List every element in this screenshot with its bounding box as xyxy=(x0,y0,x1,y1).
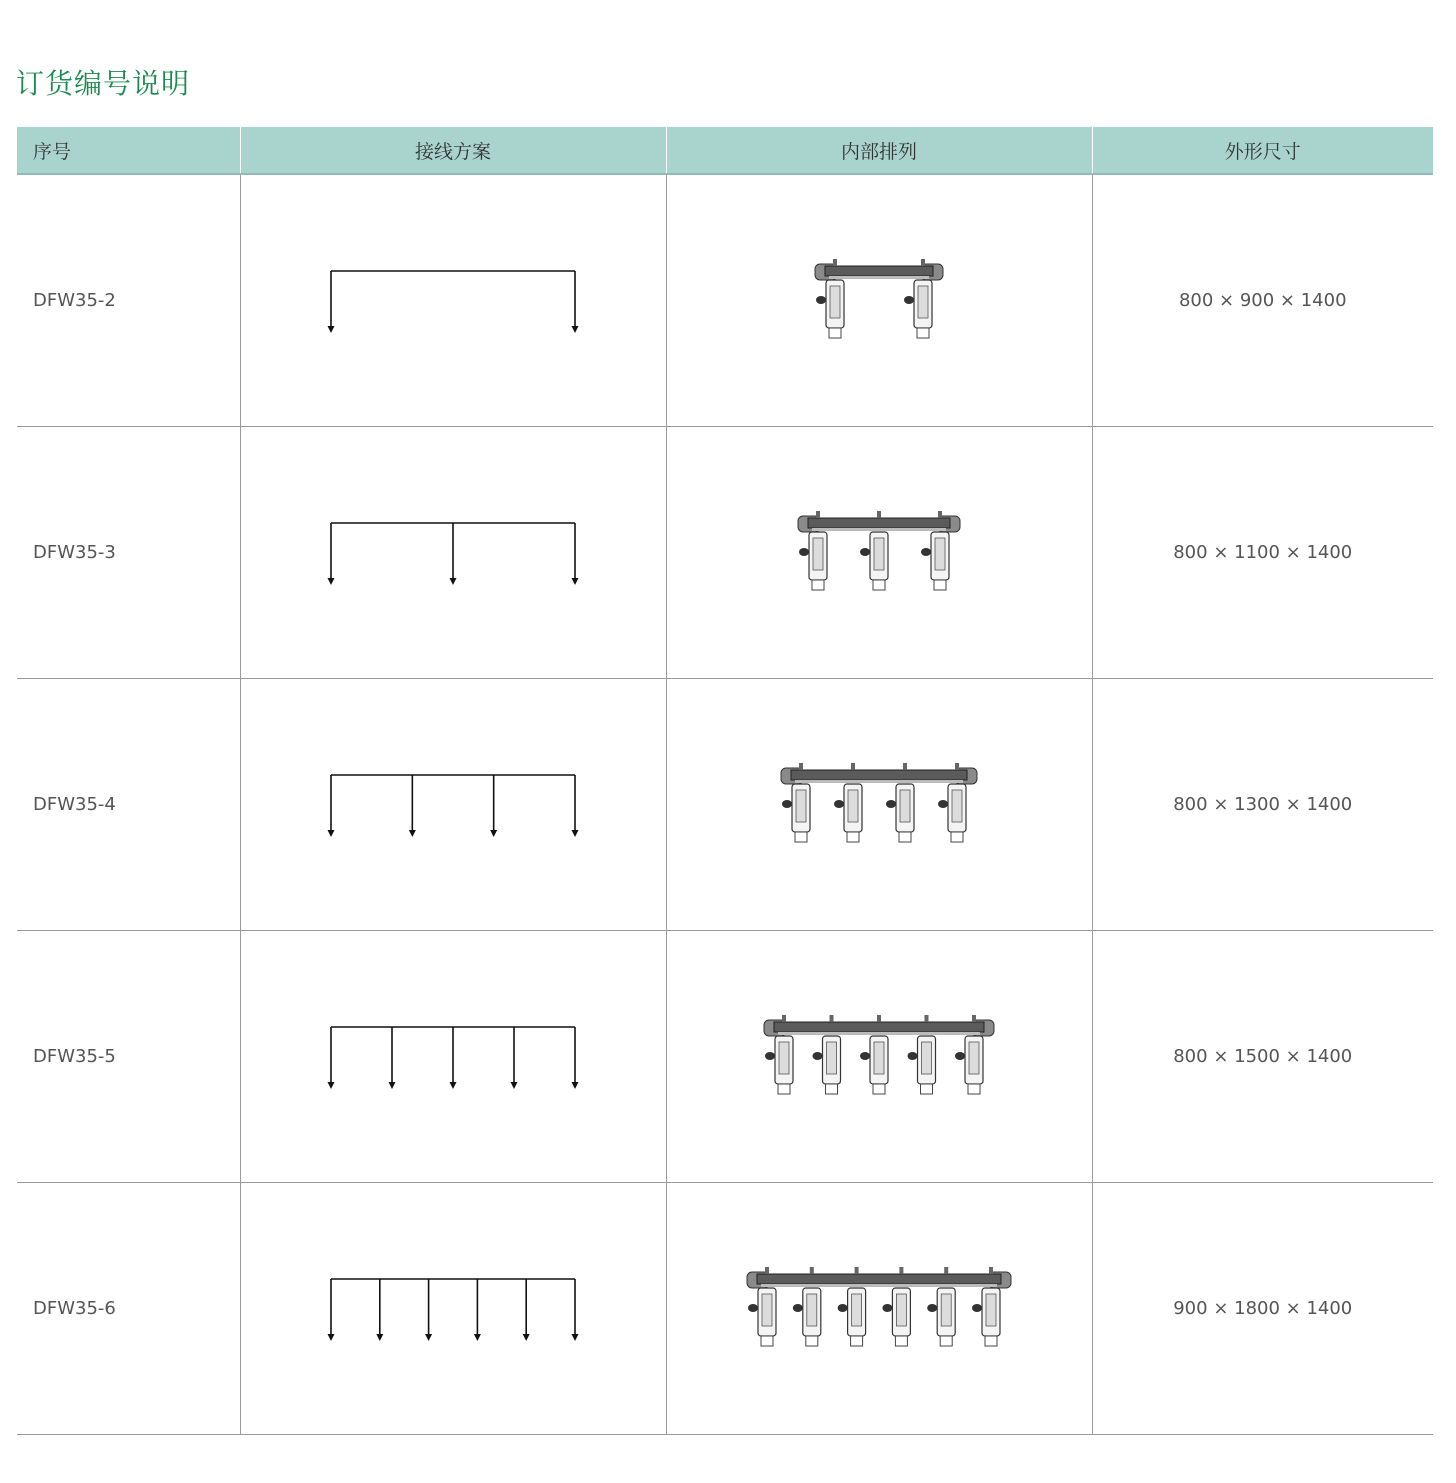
wiring-diagram xyxy=(323,261,583,341)
top-terminal xyxy=(765,1267,769,1274)
top-terminal xyxy=(989,1267,993,1274)
cable-terminal xyxy=(829,328,841,338)
switch-core xyxy=(830,286,840,318)
mounting-bracket xyxy=(793,1304,803,1312)
arrow-head xyxy=(572,326,579,333)
header-internal-layout: 内部排列 xyxy=(666,127,1092,174)
mounting-bracket xyxy=(904,296,914,304)
wiring-diagram xyxy=(323,765,583,845)
top-terminal xyxy=(921,259,925,266)
switchgear-assembly-icon xyxy=(666,1183,1092,1435)
mounting-bracket xyxy=(860,1052,870,1060)
arrow-head xyxy=(511,1082,518,1089)
mounting-bracket xyxy=(765,1052,775,1060)
header-serial: 序号 xyxy=(17,127,240,174)
mounting-bracket xyxy=(816,296,826,304)
cable-terminal xyxy=(873,580,885,590)
switch-core xyxy=(918,286,928,318)
bus-rail xyxy=(778,1032,980,1035)
mounting-bracket xyxy=(860,548,870,556)
row-id: DFW35-2 xyxy=(17,174,240,427)
top-terminal xyxy=(955,763,959,770)
top-terminal xyxy=(810,1267,814,1274)
mounting-bracket xyxy=(882,1304,892,1312)
wiring-diagram xyxy=(323,1269,583,1349)
page-title: 订货编号说明 xyxy=(16,67,191,100)
header-wiring-scheme: 接线方案 xyxy=(240,127,666,174)
arrow-head xyxy=(474,1334,481,1341)
row-id: DFW35-3 xyxy=(17,427,240,679)
arrow-head xyxy=(328,1082,335,1089)
row-size: 800 × 1500 × 1400 xyxy=(1092,931,1433,1183)
switch-core xyxy=(807,1294,817,1326)
row-id: DFW35-5 xyxy=(17,931,240,1183)
mounting-bracket xyxy=(886,800,896,808)
mounting-bracket xyxy=(921,548,931,556)
row-id: DFW35-6 xyxy=(17,1183,240,1435)
switch-core xyxy=(796,790,806,822)
mounting-bracket xyxy=(834,800,844,808)
table-row xyxy=(17,931,1433,1183)
mounting-bracket xyxy=(955,1052,965,1060)
header-dimensions: 外形尺寸 xyxy=(1092,127,1433,174)
cable-terminal xyxy=(806,1336,818,1346)
cable-terminal xyxy=(951,832,963,842)
mounting-bracket xyxy=(813,1052,823,1060)
top-terminal xyxy=(938,511,942,518)
switch-core xyxy=(986,1294,996,1326)
switch-core xyxy=(900,790,910,822)
top-terminal xyxy=(972,1015,976,1022)
cable-terminal xyxy=(851,1336,863,1346)
switch-core xyxy=(852,1294,862,1326)
arrow-head xyxy=(572,1082,579,1089)
switchgear-assembly-icon xyxy=(666,679,1092,931)
cable-terminal xyxy=(826,1084,838,1094)
wiring-diagram xyxy=(323,1017,583,1097)
order-number-table xyxy=(17,127,1433,1435)
top-terminal xyxy=(899,1267,903,1274)
bus-rail xyxy=(795,780,963,783)
top-terminal xyxy=(944,1267,948,1274)
switch-core xyxy=(779,1042,789,1074)
top-terminal xyxy=(855,1267,859,1274)
cable-terminal xyxy=(899,832,911,842)
cable-terminal xyxy=(795,832,807,842)
mounting-bracket xyxy=(838,1304,848,1312)
top-terminal xyxy=(830,1015,834,1022)
switchgear-assembly xyxy=(734,1012,1024,1102)
cable-terminal xyxy=(968,1084,980,1094)
cable-terminal xyxy=(778,1084,790,1094)
row-size: 900 × 1800 × 1400 xyxy=(1092,1183,1433,1435)
row-id: DFW35-4 xyxy=(17,679,240,931)
cable-terminal xyxy=(761,1336,773,1346)
bus-bar xyxy=(791,770,967,780)
arrow-head xyxy=(450,1082,457,1089)
switch-core xyxy=(952,790,962,822)
arrow-head xyxy=(328,326,335,333)
mounting-bracket xyxy=(782,800,792,808)
arrow-head xyxy=(523,1334,530,1341)
switchgear-assembly-icon xyxy=(666,931,1092,1183)
top-terminal xyxy=(782,1015,786,1022)
top-terminal xyxy=(877,511,881,518)
switch-core xyxy=(762,1294,772,1326)
row-size: 800 × 900 × 1400 xyxy=(1092,174,1433,427)
table-row xyxy=(17,174,1433,427)
switchgear-assembly xyxy=(734,508,1024,598)
bus-rail xyxy=(761,1284,997,1287)
table-row xyxy=(17,679,1433,931)
cable-terminal xyxy=(985,1336,997,1346)
mounting-bracket xyxy=(972,1304,982,1312)
switch-core xyxy=(896,1294,906,1326)
row-size: 800 × 1300 × 1400 xyxy=(1092,679,1433,931)
switchgear-assembly-icon xyxy=(666,427,1092,679)
wiring-diagram-icon xyxy=(240,1183,666,1435)
cable-terminal xyxy=(917,328,929,338)
arrow-head xyxy=(572,1334,579,1341)
wiring-diagram-icon xyxy=(240,174,666,427)
switchgear-assembly xyxy=(734,760,1024,850)
top-terminal xyxy=(816,511,820,518)
bus-rail xyxy=(829,276,929,279)
switchgear-assembly xyxy=(734,256,1024,346)
top-terminal xyxy=(877,1015,881,1022)
table-row xyxy=(17,427,1433,679)
cable-terminal xyxy=(873,1084,885,1094)
arrow-head xyxy=(450,578,457,585)
top-terminal xyxy=(925,1015,929,1022)
top-terminal xyxy=(903,763,907,770)
switchgear-assembly xyxy=(734,1264,1024,1354)
arrow-head xyxy=(572,830,579,837)
switch-core xyxy=(813,538,823,570)
arrow-head xyxy=(572,578,579,585)
cable-terminal xyxy=(921,1084,933,1094)
mounting-bracket xyxy=(748,1304,758,1312)
switch-core xyxy=(874,1042,884,1074)
mounting-bracket xyxy=(799,548,809,556)
switch-core xyxy=(874,538,884,570)
bus-bar xyxy=(757,1274,1001,1284)
mounting-bracket xyxy=(927,1304,937,1312)
arrow-head xyxy=(328,830,335,837)
arrow-head xyxy=(409,830,416,837)
row-size: 800 × 1100 × 1400 xyxy=(1092,427,1433,679)
mounting-bracket xyxy=(938,800,948,808)
bus-bar xyxy=(808,518,950,528)
cable-terminal xyxy=(934,580,946,590)
bus-bar xyxy=(825,266,933,276)
top-terminal xyxy=(799,763,803,770)
wiring-diagram-icon xyxy=(240,427,666,679)
switch-core xyxy=(827,1042,837,1074)
switch-core xyxy=(935,538,945,570)
bus-rail xyxy=(812,528,946,531)
switch-core xyxy=(969,1042,979,1074)
arrow-head xyxy=(328,578,335,585)
wiring-diagram-icon xyxy=(240,931,666,1183)
switchgear-assembly-icon xyxy=(666,174,1092,427)
top-terminal xyxy=(851,763,855,770)
table-header-row xyxy=(17,127,1433,174)
arrow-head xyxy=(490,830,497,837)
arrow-head xyxy=(328,1334,335,1341)
wiring-diagram xyxy=(323,513,583,593)
arrow-head xyxy=(389,1082,396,1089)
switch-core xyxy=(922,1042,932,1074)
cable-terminal xyxy=(812,580,824,590)
table-row xyxy=(17,1183,1433,1435)
top-terminal xyxy=(833,259,837,266)
arrow-head xyxy=(376,1334,383,1341)
cable-terminal xyxy=(940,1336,952,1346)
switch-core xyxy=(848,790,858,822)
cable-terminal xyxy=(847,832,859,842)
switch-core xyxy=(941,1294,951,1326)
bus-bar xyxy=(774,1022,984,1032)
wiring-diagram-icon xyxy=(240,679,666,931)
cable-terminal xyxy=(895,1336,907,1346)
mounting-bracket xyxy=(908,1052,918,1060)
arrow-head xyxy=(425,1334,432,1341)
